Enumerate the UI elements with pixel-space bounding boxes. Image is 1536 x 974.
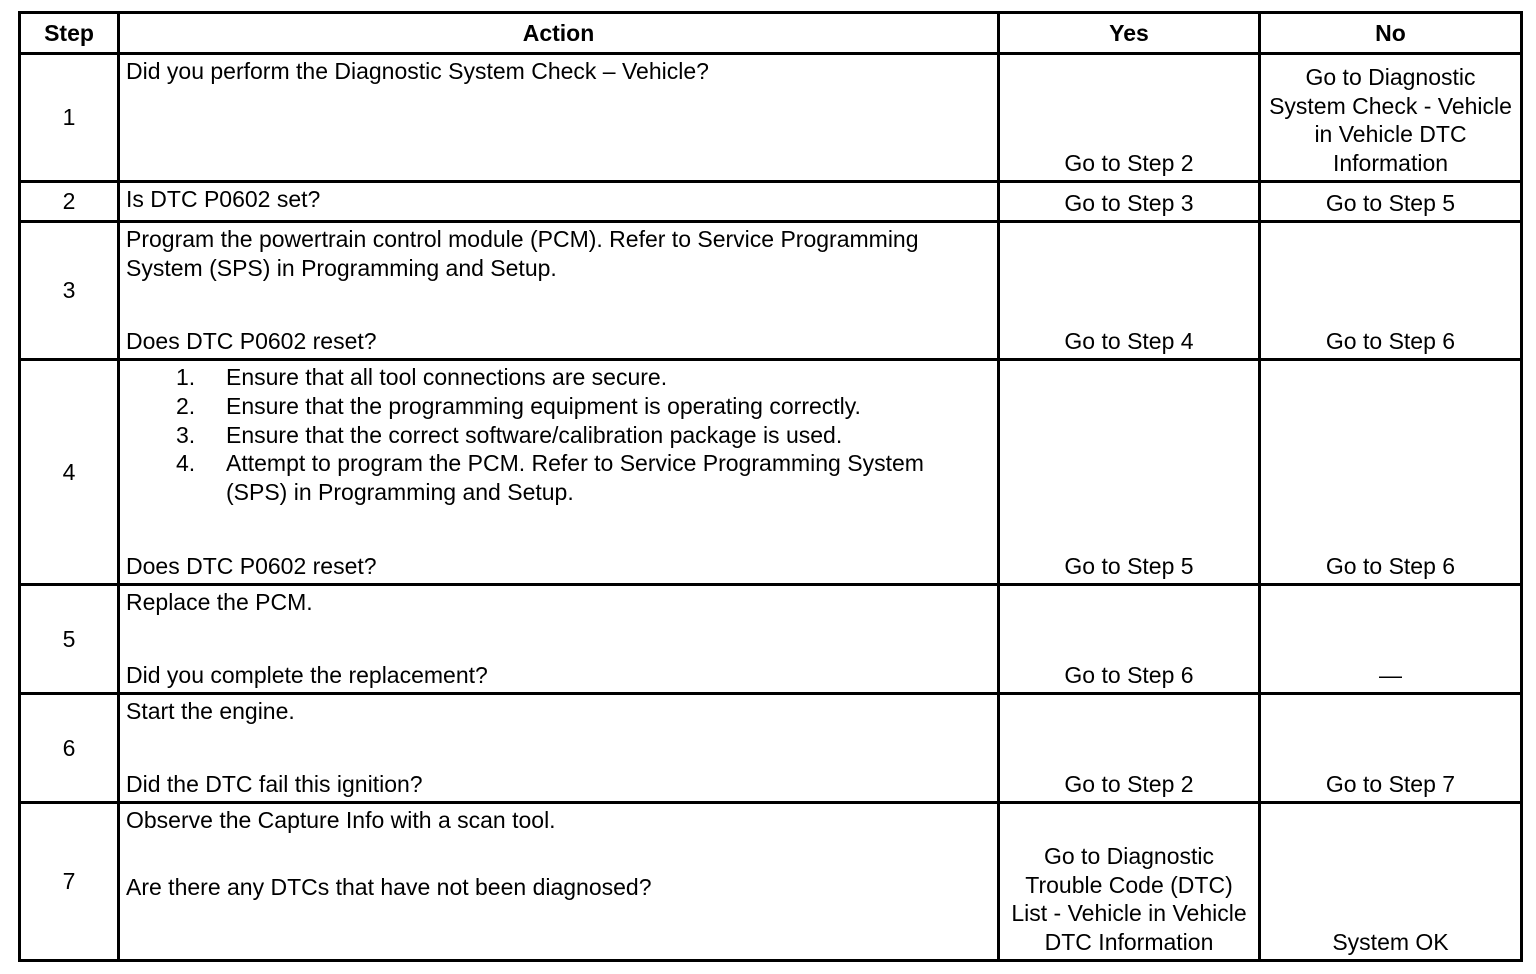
action-cell: [119, 360, 999, 585]
action-cell: [119, 54, 999, 182]
substep-list: [126, 363, 991, 507]
step-number: 1: [20, 54, 119, 182]
substep-item: [126, 421, 991, 450]
step-number: 4: [20, 360, 119, 585]
substep-item: [126, 449, 991, 507]
header-row: [20, 13, 1522, 54]
step-number: 7: [20, 803, 119, 961]
table-row: [20, 585, 1522, 694]
no-cell: System OK: [1260, 803, 1522, 961]
action-cell: [119, 182, 999, 222]
substep-text: Ensure that the correct software/calibration package is used.: [226, 421, 843, 448]
action-cell: [119, 803, 999, 961]
table-row: [20, 182, 1522, 222]
yes-cell: Go to Diagnostic Trouble Code (DTC) List - Vehicle in Vehicle DTC Information: [999, 803, 1260, 961]
yes-cell: Go to Step 6: [999, 585, 1260, 694]
substep-text: Ensure that all tool connections are secure.: [226, 364, 668, 390]
action-instruction: Replace the PCM.: [126, 589, 313, 615]
step-number: 6: [20, 694, 119, 803]
no-cell: Go to Step 7: [1260, 694, 1522, 803]
action-question: Does DTC P0602 reset?: [126, 328, 377, 355]
no-cell: Go to Step 6: [1260, 360, 1522, 585]
table-row: [20, 694, 1522, 803]
no-cell: Go to Diagnostic System Check - Vehicle in Vehicle DTC Information: [1260, 54, 1522, 182]
no-cell: Go to Step 5: [1260, 182, 1522, 222]
substep-number: 3.: [176, 421, 196, 448]
action-instruction: Did you perform the Diagnostic System Check – Vehicle?: [126, 58, 709, 84]
action-instruction: Observe the Capture Info with a scan tool.: [126, 807, 556, 833]
yes-cell: Go to Step 4: [999, 222, 1260, 360]
substep-item: [126, 392, 991, 421]
substep-text: Attempt to program the PCM. Refer to Service Programming System (SPS) in Programming and Setup.: [226, 450, 924, 506]
action-question: Are there any DTCs that have not been diagnosed?: [126, 873, 652, 900]
yes-cell: Go to Step 2: [999, 694, 1260, 803]
action-cell: [119, 694, 999, 803]
action-question: Did you complete the replacement?: [126, 662, 488, 689]
action-cell: [119, 585, 999, 694]
action-instruction: Is DTC P0602 set?: [126, 186, 321, 212]
substep-text: Ensure that the programming equipment is operating correctly.: [226, 392, 861, 419]
action-cell: [119, 222, 999, 360]
step-number: 3: [20, 222, 119, 360]
table-row: [20, 803, 1522, 961]
substep-number: 4.: [176, 450, 196, 477]
yes-cell: Go to Step 3: [999, 182, 1260, 222]
header-yes: Yes: [999, 13, 1260, 54]
no-cell: —: [1260, 585, 1522, 694]
action-instruction: Program the powertrain control module (PCM). Refer to Service Programming System (SPS) in Programming and Setup.: [126, 226, 919, 281]
action-question: Does DTC P0602 reset?: [126, 553, 377, 580]
table-row: [20, 360, 1522, 585]
step-number: 5: [20, 585, 119, 694]
header-step: Step: [20, 13, 119, 54]
no-cell: Go to Step 6: [1260, 222, 1522, 360]
action-instruction: Start the engine.: [126, 698, 295, 724]
step-number: 2: [20, 182, 119, 222]
diagnostic-table: [18, 11, 1523, 962]
header-no: No: [1260, 13, 1522, 54]
substep-item: [126, 363, 991, 392]
yes-cell: Go to Step 5: [999, 360, 1260, 585]
header-action: Action: [119, 13, 999, 54]
substep-number: 2.: [176, 392, 196, 419]
table-row: [20, 222, 1522, 360]
substep-number: 1.: [176, 364, 196, 390]
action-question: Did the DTC fail this ignition?: [126, 771, 423, 798]
yes-cell: Go to Step 2: [999, 54, 1260, 182]
table-row: [20, 54, 1522, 182]
